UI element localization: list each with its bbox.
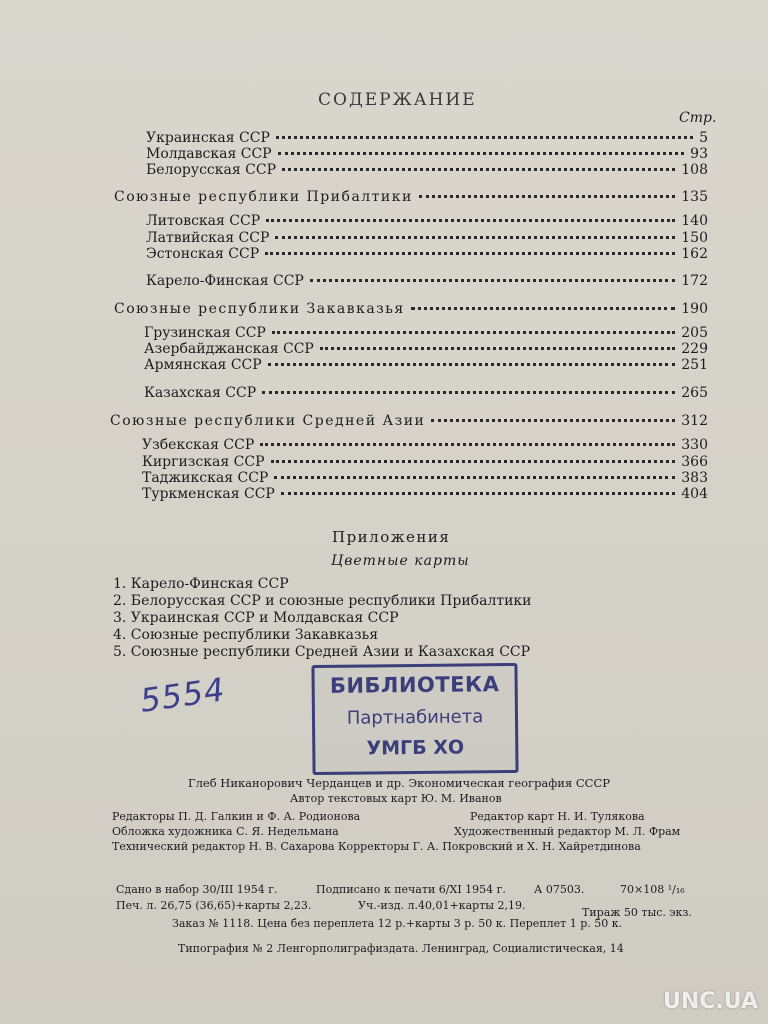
imprint-order-price: Заказ № 1118. Цена без переплета 12 р.+карты 3 р. 50 к. Переплет 1 р. 50 к.: [172, 917, 623, 930]
map-list-item: 1. Карело-Финская ССР: [113, 576, 289, 592]
imprint-print-run: Тираж 50 тыс. экз.: [582, 906, 692, 919]
map-list-item: 2. Белорусская ССР и союзные республики Прибалтики: [113, 593, 532, 609]
stamp-line-party-office: Партнабинета: [346, 706, 484, 729]
toc-row: Карело-Финская ССР 172: [146, 273, 708, 289]
toc-row: Украинская ССР 5: [146, 130, 708, 146]
imprint-signed-date: Подписано к печати 6/XI 1954 г.: [316, 883, 506, 896]
imprint-code: А 07503.: [534, 883, 585, 896]
page-column-header: Стр.: [679, 110, 717, 126]
toc-row: Литовская ССР 140: [146, 213, 708, 229]
toc-section-row: Союзные республики Средней Азии 312: [110, 413, 708, 429]
toc-row: Латвийская ССР 150: [146, 230, 708, 246]
handwritten-inventory-number: 5554: [137, 670, 228, 720]
toc-row: Молдавская ССР 93: [146, 146, 708, 162]
toc-row: Армянская ССР 251: [144, 357, 708, 373]
map-list-item: 3. Украинская ССР и Молдавская ССР: [113, 610, 399, 626]
imprint-author-line: Глеб Никанорович Черданцев и др. Экономическая география СССР: [188, 776, 610, 790]
toc-section-row: Союзные республики Закавказья 190: [114, 301, 708, 317]
imprint-cover-artist: Обложка художника С. Я. Недельмана: [112, 825, 339, 838]
toc-row: Казахская ССР 265: [144, 385, 708, 401]
toc-row: Таджикская ССР 383: [142, 470, 708, 486]
map-list-item: 4. Союзные республики Закавказья: [113, 627, 379, 643]
toc-row: Белорусская ССР 108: [146, 162, 708, 178]
toc-row: Эстонская ССР 162: [146, 246, 708, 262]
imprint-tech-editor: Технический редактор Н. В. Сахарова Корректоры Г. А. Покровский и Х. Н. Хайретдинова: [112, 840, 641, 853]
appendix-title: Приложения: [332, 528, 451, 546]
imprint-art-editor: Художественный редактор М. Л. Фрам: [454, 825, 681, 838]
imprint-set-date: Сдано в набор 30/III 1954 г.: [116, 883, 278, 896]
color-maps-list: [113, 576, 532, 661]
toc-title: СОДЕРЖАНИЕ: [318, 90, 477, 110]
library-stamp: [311, 663, 518, 775]
imprint-publication-sheets: Уч.-изд. л.40,01+карты 2,19.: [358, 899, 526, 912]
toc-row: Азербайджанская ССР 229: [144, 341, 708, 357]
stamp-line-department: УМГБ ХО: [366, 736, 465, 760]
map-list-item: 5. Союзные республики Средней Азии и Казахская ССР: [113, 644, 531, 660]
imprint-map-editor: Редактор карт Н. И. Тулякова: [470, 810, 645, 823]
toc-row: Киргизская ССР 366: [142, 454, 708, 470]
imprint-printer: Типография № 2 Ленгорполиграфиздата. Ленинград, Социалистическая, 14: [178, 942, 624, 955]
toc-row: Туркменская ССР 404: [142, 486, 708, 502]
imprint-format: 70×108 ¹/₁₆: [620, 883, 685, 896]
toc-section-row: Союзные республики Прибалтики 135: [114, 189, 708, 205]
site-watermark: UNC.UA: [663, 989, 758, 1014]
appendix-subtitle: Цветные карты: [331, 553, 470, 569]
toc-row: Грузинская ССР 205: [144, 325, 708, 341]
stamp-line-library: БИБЛИОТЕКА: [329, 672, 500, 698]
imprint-print-sheets: Печ. л. 26,75 (36,65)+карты 2,23.: [116, 899, 312, 912]
toc-row: Узбекская ССР 330: [142, 437, 708, 453]
imprint-editors: Редакторы П. Д. Галкин и Ф. А. Родионова: [112, 810, 361, 823]
imprint-maps-author: Автор текстовых карт Ю. М. Иванов: [290, 792, 502, 805]
